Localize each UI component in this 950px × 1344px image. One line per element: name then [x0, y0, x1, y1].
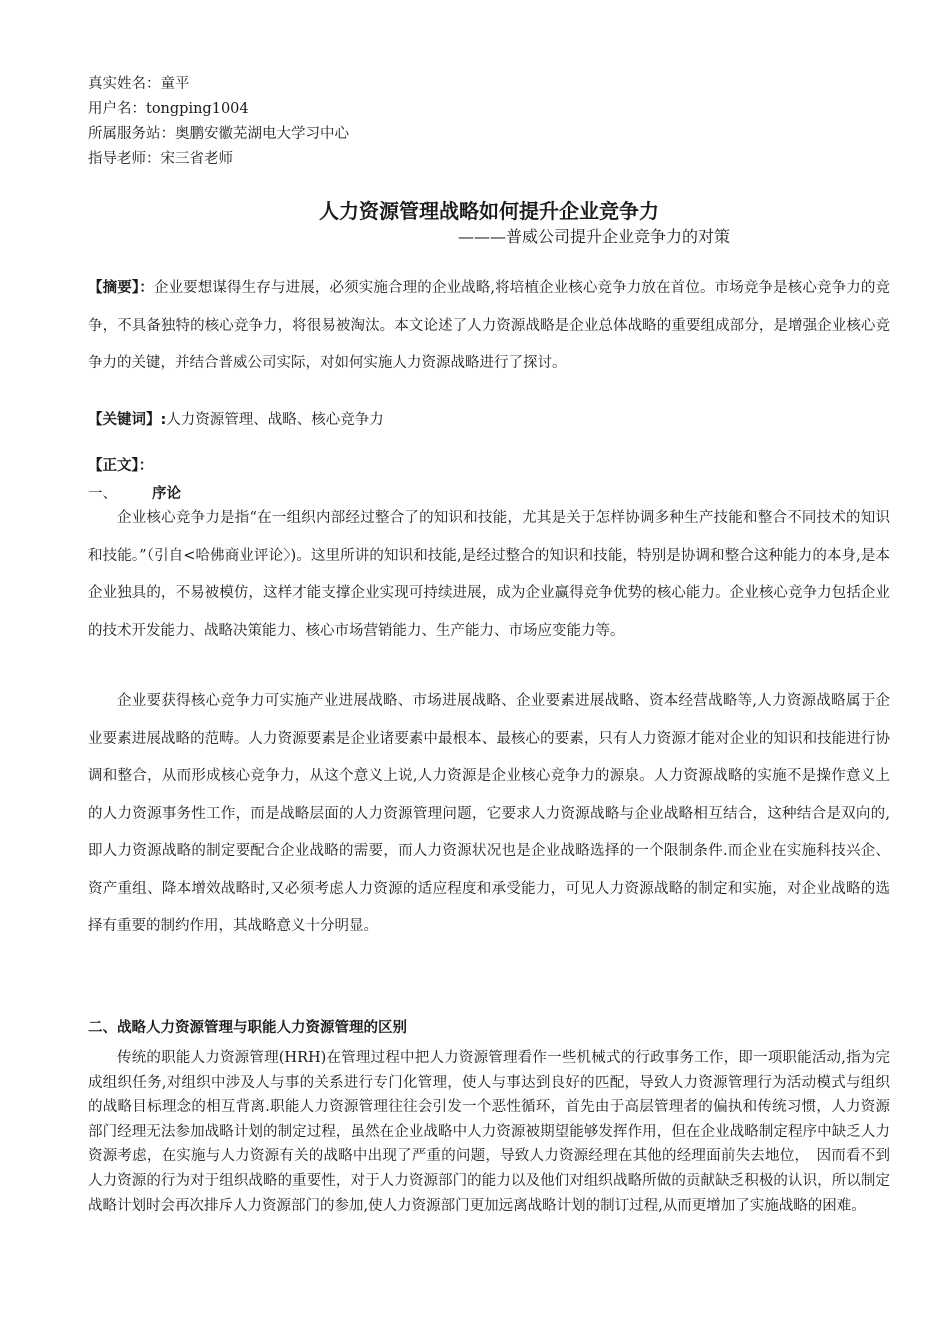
- advisor: 指导老师：宋三省老师: [88, 151, 233, 167]
- section-1-number: 一、: [88, 486, 117, 502]
- section-1-paragraph-1: 企业核心竞争力是指“在一组织内部经过整合了的知识和技能，尤其是关于怎样协调多种生产技能和整合不同技术的知识和技能。”（引自<哈佛商业评论〉)。这里所讲的知识和技能,是经过整合的知识和技能，特别是协调和整合这种能力的本身,是本企业独具的，不易被模仿，这样才能支撑企业实现可持续进展，成为企业赢得竞争优势的核心能力。企业核心竞争力包括企业的技术开发能力、战略决策能力、核心市场营销能力、生产能力、市场应变能力等。: [88, 510, 890, 639]
- author-info: [88, 72, 349, 172]
- service-station: 所属服务站：奥鹏安徽芜湖电大学习中心: [88, 126, 349, 142]
- keywords-text: 人力资源管理、战略、核心竞争力: [166, 412, 384, 428]
- section-2-paragraph-1: 传统的职能人力资源管理(HRH)在管理过程中把人力资源管理看作一些机械式的行政事务工作，即一项职能活动,指为完成组织任务,对组织中涉及人与事的关系进行专门化管理，使人与事达到良好的匹配，导致人力资源管理行为活动模式与组织的战略目标理念的相互背离.职能人力资源管理往往会引发一个恶性循环，首先由于高层管理者的偏执和传统习惯，人力资源部门经理无法参加战略计划的制定过程，虽然在企业战略中人力资源被期望能够发挥作用，但在企业战略制定程序中缺乏人力资源考虑，在实施与人力资源有关的战略中出现了严重的问题，导致人力资源经理在其他的经理面前失去地位， 因而看不到人力资源的行为对于组织战略的重要性，对于人力资源部门的能力以及他们对组织战略所做的贡献缺乏积极的认识，所以制定战略计划时会再次排斥人力资源部门的参加,使人力资源部门更加远离战略计划的制订过程,从而更增加了实施战略的困难。: [88, 1050, 890, 1214]
- abstract-text: 企业要想谋得生存与进展，必须实施合理的企业战略,将培植企业核心竞争力放在首位。市场竞争是核心竞争力的竞争，不具备独特的核心竞争力，将很易被淘汰。本文论述了人力资源战略是企业总体战略的重要组成部分，是增强企业核心竞争力的关键，并结合普威公司实际，对如何实施人力资源战略进行了探讨。: [88, 280, 891, 371]
- keywords: [88, 402, 890, 438]
- section-1-paragraph-2: 企业要获得核心竞争力可实施产业进展战略、市场进展战略、企业要素进展战略、资本经营战略等,人力资源战略属于企业要素进展战略的范畴。人力资源要素是企业诸要素中最根本、最核心的要素，只有人力资源才能对企业的知识和技能进行协调和整合，从而形成核心竞争力，从这个意义上说,人力资源是企业核心竞争力的源泉。人力资源战略的实施不是操作意义上的人力资源事务性工作，而是战略层面的人力资源管理问题，它要求人力资源战略与企业战略相互结合，这种结合是双向的,即人力资源战略的制定要配合企业战略的需要，而人力资源状况也是企业战略选择的一个限制条件.而企业在实施科技兴企、资产重组、降本增效战略时,又必须考虑人力资源的适应程度和承受能力，可见人力资源战略的制定和实施，对企业战略的选择有重要的制约作用，其战略意义十分明显。: [88, 693, 890, 934]
- paper-subtitle: ———普威公司提升企业竞争力的对策: [457, 227, 730, 246]
- abstract: [88, 270, 890, 383]
- keywords-label: 【关键词】:: [88, 412, 167, 428]
- body-label: 【正文】：: [88, 458, 154, 474]
- username: 用户名：tongping1004: [88, 101, 249, 117]
- paper-title: 人力资源管理战略如何提升企业竞争力: [319, 199, 659, 223]
- real-name: 真实姓名：童平: [88, 76, 190, 92]
- abstract-label: 【摘要】：: [88, 280, 154, 296]
- section-1-title: 序论: [152, 486, 181, 502]
- section-2-heading: 二、战略人力资源管理与职能人力资源管理的区别: [88, 1020, 407, 1036]
